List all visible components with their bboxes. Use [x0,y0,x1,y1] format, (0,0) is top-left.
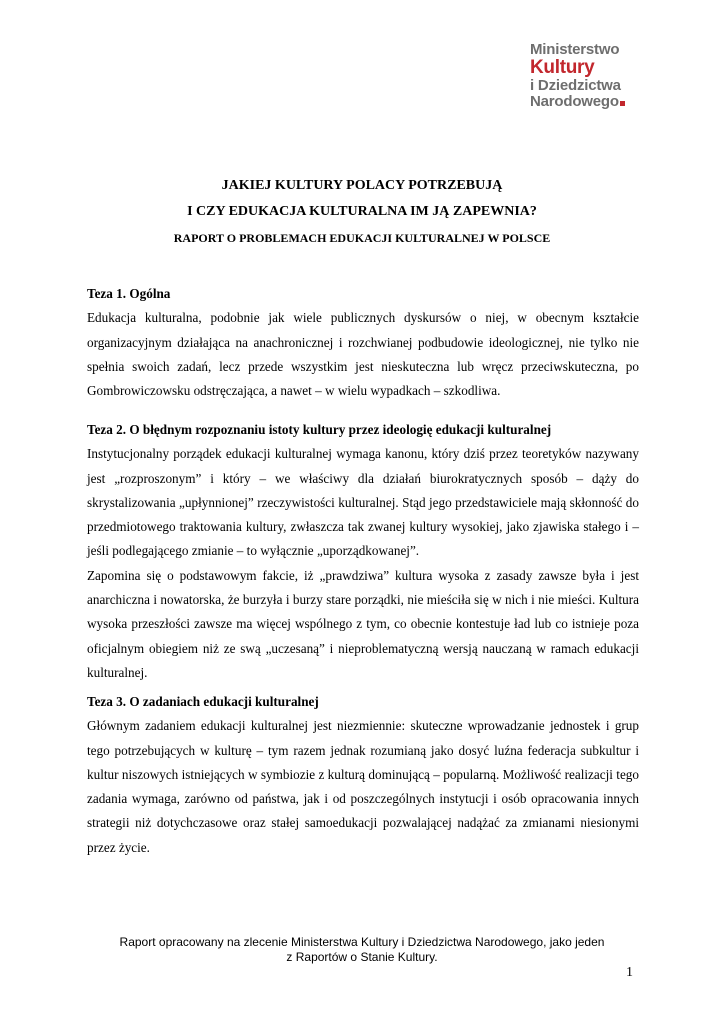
thesis-paragraph: Zapomina się o podstawowym fakcie, iż „prawdziwa” kultura wysoka z zasady zawsze była i jest anarchiczna i nowatorska, że burzyła i burzy stare porządki, nie mieściła się w nich i nie mieści. Kultura wysoka przeszłości zawsze ma więcej wspólnego z tym, co obecnie kontestuje ład lub co istnieje poza oficjalnym obiegiem niż ze swą „uczesaną” i nieproblematyczną wersją nauczaną w ramach edukacji kulturalnej. [87,567,639,680]
thesis-paragraph: Głównym zadaniem edukacji kulturalnej jest niezmiennie: skuteczne wprowadzanie jednostek i grup tego potrzebujących w kulturę – tym razem jednak rozumianą jako dosyć luźna federacja subkultur i kultur niszowych istniejących w symbiozie z kulturą dominującą – popularną. Możliwość realizacji tego zadania wymaga, zarówno od państwa, jak i od poszczególnych instytucji i osób opracowania innych strategii niż dotychczasowe oraz stałej samoedukacji pozwalającej nadążać za zmianami niesionymi przez życie. [87,718,639,855]
thesis-section-1 [87,282,639,403]
logo-line-2: Kultury [530,57,595,78]
report-subtitle: RAPORT O PROBLEMACH EDUKACJI KULTURALNEJ W POLSCE [173,231,551,245]
logo-line-3: i Dziedzictwa [530,77,621,94]
thesis-heading: Teza 3. O zadaniach edukacji kulturalnej [87,694,319,709]
page-number: 1 [626,965,633,980]
footer-line-2: z Raportów o Stanie Kultury. [286,950,438,964]
title-line-2: I CZY EDUKACJA KULTURALNA IM JĄ ZAPEWNIA? [187,204,537,219]
logo-line-4: Narodowego [530,93,619,110]
thesis-heading: Teza 1. Ogólna [87,286,171,301]
ministry-logo [530,42,650,109]
logo-line-4-wrap [530,94,650,109]
logo-line-1: Ministerstwo [530,41,620,58]
thesis-section-3 [87,690,639,860]
title-line-1: JAKIEJ KULTURY POLACY POTRZEBUJĄ [221,178,503,193]
footer-line-1: Raport opracowany na zlecenie Ministerstwa Kultury i Dziedzictwa Narodowego, jako jeden [119,935,605,949]
thesis-paragraph: Edukacja kulturalna, podobnie jak wiele publicznych dyskursów o niej, w obecnym kształcie organizacyjnym działająca na anachronicznej i rozchwianej podbudowie ideologicznej, nie tylko nie spełnia swoich zadań, lecz przede wszystkim jest nieskuteczna lub wręcz przeciwskuteczna, po Gombrowiczowsku odstręczająca, a nawet – w wielu wypadkach – szkodliwa. [87,310,639,399]
thesis-section-2 [87,418,639,685]
page-footer [60,935,664,965]
thesis-heading: Teza 2. O błędnym rozpoznaniu istoty kultury przez ideologię edukacji kulturalnej [87,422,552,437]
logo-square-icon [620,101,625,106]
thesis-paragraph: Instytucjonalny porządek edukacji kulturalnej wymaga kanonu, który dziś przez teoretyków nazywany jest „rozproszonym” i który – we właściwy dla działań biurokratycznych sposób – dąży do skrystalizowania „upłynnionej” rzeczywistości kulturalnej. Stąd jego przedstawiciele mają skłonność do przedmiotowego traktowania kultury, zwłaszcza tak zwanej kultury wysokiej, jako zjawiska stałego i – jeśli podlegającego zmianie – to wyłącznie „uporządkowanej”. [87,446,639,559]
